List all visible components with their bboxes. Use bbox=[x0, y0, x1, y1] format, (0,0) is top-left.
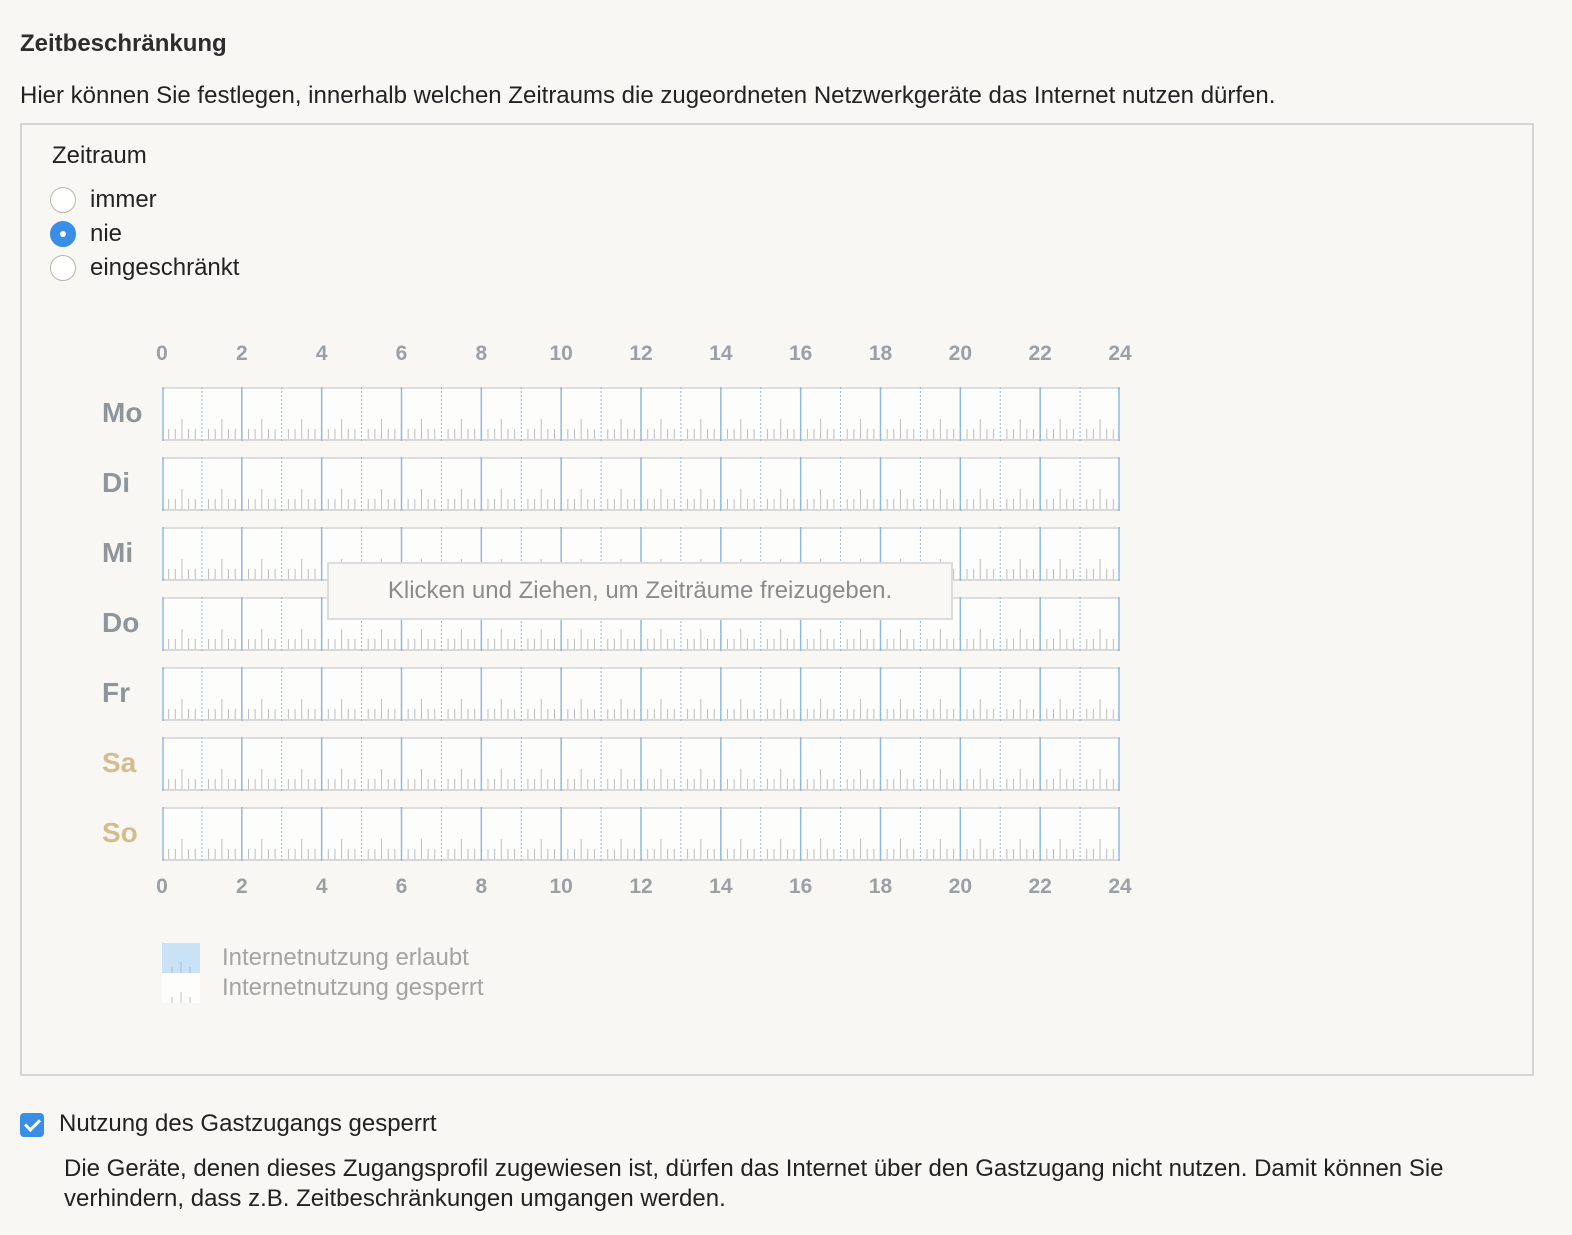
schedule-tooltip: Klicken und Ziehen, um Zeiträume freizugeben. bbox=[327, 562, 953, 620]
hour-label-bottom: 2 bbox=[235, 875, 248, 898]
hour-label-top: 2 bbox=[235, 342, 248, 365]
hour-label-bottom: 10 bbox=[549, 875, 573, 898]
day-label: Mi bbox=[102, 537, 134, 568]
day-label: Fr bbox=[102, 677, 130, 708]
day-label: So bbox=[102, 817, 138, 848]
day-label: Sa bbox=[102, 747, 137, 778]
day-label: Do bbox=[102, 607, 140, 638]
hour-label-bottom: 16 bbox=[788, 875, 813, 898]
radio-label: nie bbox=[90, 220, 123, 247]
radio-option-always[interactable] bbox=[50, 185, 157, 215]
radio-option-restricted[interactable] bbox=[50, 253, 239, 283]
allowed-swatch-graphic bbox=[162, 943, 200, 973]
hour-label-bottom: 4 bbox=[315, 875, 328, 898]
hour-label-top: 4 bbox=[315, 342, 328, 365]
section-heading: Zeitbeschränkung bbox=[20, 30, 227, 57]
day-row-mo[interactable] bbox=[162, 387, 1120, 441]
hour-label-bottom: 12 bbox=[629, 875, 653, 898]
period-label: Zeitraum bbox=[52, 142, 147, 169]
hour-label-bottom: 22 bbox=[1028, 875, 1052, 898]
hour-label-bottom: 18 bbox=[868, 875, 893, 898]
hour-label-bottom: 8 bbox=[475, 875, 488, 898]
day-timeline[interactable] bbox=[162, 667, 1120, 721]
radio-button[interactable] bbox=[50, 187, 76, 213]
guest-access-checkbox[interactable] bbox=[20, 1113, 44, 1137]
hour-label-top: 8 bbox=[475, 342, 488, 365]
radio-button[interactable] bbox=[50, 255, 76, 281]
blocked-swatch-graphic bbox=[162, 973, 200, 1003]
day-label: Mo bbox=[102, 397, 143, 428]
guest-access-label[interactable]: Nutzung des Gastzugangs gesperrt bbox=[59, 1110, 437, 1137]
legend-allowed-label: Internetnutzung erlaubt bbox=[222, 944, 469, 971]
day-row-so[interactable] bbox=[162, 807, 1120, 861]
day-timeline[interactable] bbox=[162, 387, 1120, 441]
day-timeline[interactable] bbox=[162, 807, 1120, 861]
hour-label-bottom: 24 bbox=[1108, 875, 1132, 898]
hour-label-bottom: 14 bbox=[709, 875, 733, 898]
legend-allowed-swatch bbox=[162, 943, 200, 973]
day-timeline[interactable] bbox=[162, 737, 1120, 791]
day-row-sa[interactable] bbox=[162, 737, 1120, 791]
hour-label-top: 6 bbox=[395, 342, 408, 365]
hour-label-top: 12 bbox=[629, 342, 653, 365]
hour-label-top: 18 bbox=[868, 342, 893, 365]
intro-text: Hier können Sie festlegen, innerhalb welchen Zeitraums die zugeordneten Netzwerkgeräte das Internet nutzen dürfen. bbox=[20, 82, 1276, 109]
day-row-fr[interactable] bbox=[162, 667, 1120, 721]
radio-label: eingeschränkt bbox=[90, 254, 240, 281]
hour-label-top: 16 bbox=[788, 342, 813, 365]
day-label: Di bbox=[102, 467, 130, 498]
radio-button[interactable] bbox=[50, 221, 76, 247]
day-row-di[interactable] bbox=[162, 457, 1120, 511]
guest-access-description: Die Geräte, denen dieses Zugangsprofil zugewiesen ist, dürfen das Internet über den Gastzugang nicht nutzen. Damit können Sie verhindern, dass z.B. Zeitbeschränkungen umgangen werden. bbox=[64, 1155, 1444, 1212]
hour-label-top: 10 bbox=[549, 342, 573, 365]
day-timeline[interactable] bbox=[162, 457, 1120, 511]
legend-blocked-label: Internetnutzung gesperrt bbox=[222, 974, 484, 1001]
hour-label-top: 22 bbox=[1028, 342, 1052, 365]
radio-label: immer bbox=[90, 186, 157, 213]
hour-label-top: 24 bbox=[1108, 342, 1132, 365]
hour-label-top: 14 bbox=[709, 342, 733, 365]
hour-label-bottom: 20 bbox=[948, 875, 973, 898]
legend-blocked-swatch bbox=[162, 973, 200, 1003]
hour-label-bottom: 0 bbox=[156, 875, 168, 898]
hour-label-top: 20 bbox=[948, 342, 973, 365]
hour-label-bottom: 6 bbox=[395, 875, 408, 898]
radio-option-never[interactable] bbox=[50, 219, 122, 249]
hour-label-top: 0 bbox=[156, 342, 168, 365]
